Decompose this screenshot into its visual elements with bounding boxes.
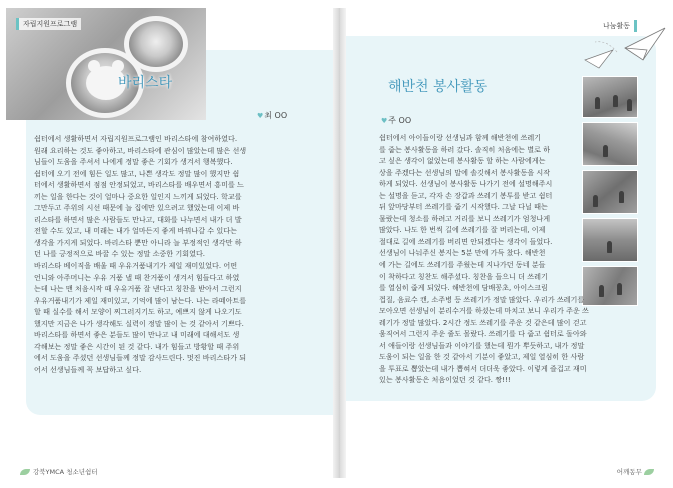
text-line: 껍질, 음료수 캔, 소주병 등 쓰레기가 정말 많았다. 우리가 쓰레기를 — [379, 294, 585, 304]
text-line: 터에서 생활하면서 점점 안정되었고, 바리스타를 배우면서 흥미를 느 — [34, 180, 244, 190]
article-body-right — [379, 132, 659, 386]
person-figure — [627, 99, 632, 111]
footer-label: 어깨동무 — [616, 468, 642, 476]
text-line: 레기가 정말 많았다. 2시간 정도 쓰레기를 주운 것 같은데 많이 걷고 — [379, 317, 587, 327]
leaf-icon — [20, 469, 30, 475]
text-line: 님들이 도움을 주셔서 나에게 정말 좋은 기회가 생겨서 행복했다. — [34, 157, 233, 167]
section-tag-right: 나눔활동 — [599, 20, 637, 32]
footer-label: 강북YMCA 청소년쉼터 — [33, 468, 98, 476]
text-line: 바리스타를 하면서 좋은 분들도 많이 만나고 내 미래에 대해서도 생 — [34, 330, 240, 340]
text-line: 모아오면 선생님이 분리수거를 하셨는데 마치고 보니 우리가 주운 쓰 — [379, 306, 589, 316]
text-line: 을 투표로 뽑았는데 내가 뽑혀서 더더욱 좋았다. 이렇게 즐겁고 재미 — [379, 363, 587, 373]
text-line: 했지만 지금은 나가 생각해도 실력이 정말 많이 는 것 같아서 기쁘다. — [34, 318, 244, 328]
volunteer-photo — [582, 76, 638, 118]
text-line: 각해보는 정말 좋은 시간이 된 것 같다. 내가 힘들고 방황할 때 주위 — [34, 341, 240, 351]
text-line: 에서 도움을 주셨던 선생님들께 정말 감사드린다. 멋진 바리스타가 되 — [34, 353, 247, 363]
author-name: 주 OO — [388, 116, 412, 125]
person-figure — [595, 97, 600, 109]
text-line: 리스타를 하면서 많은 사람들도 만나고, 대화를 나누면서 내가 더 발 — [34, 214, 242, 224]
leaf-icon — [644, 469, 654, 475]
text-line: 이 착하다고 칭찬도 해주셨다. 칭찬을 들으니 더 쓰레기 — [379, 271, 548, 281]
latte-art-photo — [6, 8, 206, 120]
text-line: 하게 되었다. 선생님이 봉사활동 나가기 전에 설명해주시 — [379, 179, 553, 189]
text-line: 쉼터에서 생활하면서 자립지원프로그램인 바리스타에 참여하였다. — [34, 134, 238, 143]
text-line: 는데 나는 맨 처음시작 때 우유거품 잘 낸다고 칭찬을 받아서 그런지 — [34, 284, 242, 294]
left-page — [6, 8, 333, 478]
text-line: 많았다. 나도 한 번씩 길에 쓰레기를 잘 버리는데, 이제 — [379, 225, 546, 235]
text-line: 는 설명을 듣고, 각자 손 장갑과 쓰레기 봉투를 받고 쉼터 — [379, 190, 553, 200]
footer-left — [20, 467, 98, 476]
book-spine — [333, 8, 346, 478]
text-line: 도움이 되는 일을 한 것 같아서 기분이 좋았고, 제일 열심히 한 사람 — [379, 352, 585, 362]
text-line: 던 나를 긍정적으로 바꿀 수 있는 정말 소중한 기회였다. — [34, 249, 206, 259]
text-line: 할 때 실수를 해서 모양이 찌그러지기도 하고, 예쁘지 않게 나오기도 — [34, 307, 242, 317]
author-name: 최 OO — [264, 111, 288, 120]
text-line: 있는 봉사활동은 처음이었던 것 같다. 짱!!! — [379, 375, 511, 385]
text-line: 움직여서 그런지 주운 줄도 몰랐다. 쓰레기를 다 줍고 쉼터로 돌아와 — [379, 329, 587, 339]
article-title-left: 바리스타 — [118, 75, 173, 91]
text-line: 쉼터에 오기 전에 힘든 일도 많고, 나쁜 생각도 정말 많이 했지만 쉼 — [34, 168, 240, 178]
text-line: 생각을 가지게 되었다. 바리스타 뿐만 아니라 늘 부정적인 생각만 하 — [34, 237, 242, 247]
text-line: 쉼터에서 아이들이랑 선생님과 함께 해반천에 쓰레기 — [379, 133, 542, 142]
text-line: 뒤 앞마당부터 쓰레기를 줍기 시작했다. 그날 다닐 때는 — [379, 202, 548, 212]
text-line: 그만두고 주위의 시선 때문에 늘 집에만 있으려고 했었는데 이제 바 — [34, 203, 240, 213]
heart-icon: ♥ — [381, 117, 388, 125]
right-page — [346, 8, 667, 478]
text-line: 어서 선생님들께 꼭 보답하고 싶다. — [34, 364, 142, 374]
text-line: 원래 요리하는 것도 좋아하고, 바리스타에 관심이 많았는데 많은 선생 — [34, 145, 247, 155]
footer-right — [617, 467, 657, 476]
text-line: 언니와 아주머니는 우유 거품 낼 때 찬거품이 생겨서 힘들다고 하였 — [34, 272, 240, 282]
text-line: 끼는 일을 한다는 것이 얼마나 중요한 일인지 느끼게 되었다. 학교를 — [34, 191, 242, 201]
text-line: 를 줍는 봉사활동을 하러 갔다. 솔직히 처음에는 별로 하 — [379, 144, 551, 154]
text-line: 고 싶은 생각이 없었는데 봉사활동 할 하는 사람에게는 — [379, 156, 546, 166]
text-line: 절대로 길에 쓰레기를 버리면 안되겠다는 생각이 들었다. — [379, 236, 553, 246]
text-line: 상을 주겠다는 선생님의 말에 솔깃해서 봉사활동을 시작 — [379, 167, 551, 177]
text-line: 물랐는데 청소를 하려고 거리를 보니 쓰레기가 엄청나게 — [379, 213, 551, 223]
author-left — [257, 110, 287, 121]
text-line: 서 애들이랑 선생님들과 이야기를 했는데 뭔가 뿌듯하고, 내가 정말 — [379, 340, 585, 350]
paper-plane-icon — [577, 20, 667, 70]
article-title-right: 해반천 봉사활동 — [388, 79, 488, 95]
text-line: 선생님이 나눠주신 봉지는 5분 만에 가득 찼다. 해반천 — [379, 248, 546, 258]
article-body-left — [34, 133, 324, 375]
text-line: 를 열심히 줍게 되었다. 해반천에 담배꽁초, 아이스크림 — [379, 283, 548, 293]
text-line: 전할 수도 있고, 내 미래는 내가 얼마든지 좋게 바꿔나갈 수 있다는 — [34, 226, 237, 236]
text-line: 우유거품내기가 제일 재미있고, 기억에 많이 남는다. 나는 라떼아트를 — [34, 295, 247, 305]
section-tag-left: 자립지원프로그램 — [16, 18, 81, 30]
text-line: 에 가는 길에도 쓰레기를 주웠는데 지나가던 동네 분들 — [379, 260, 546, 270]
person-figure — [613, 95, 618, 107]
heart-icon: ♥ — [257, 112, 264, 120]
author-right — [381, 115, 411, 126]
text-line: 바리스타 베이직을 배울 때 우유거품내기가 제일 재미있었다. 어떤 — [34, 261, 238, 271]
